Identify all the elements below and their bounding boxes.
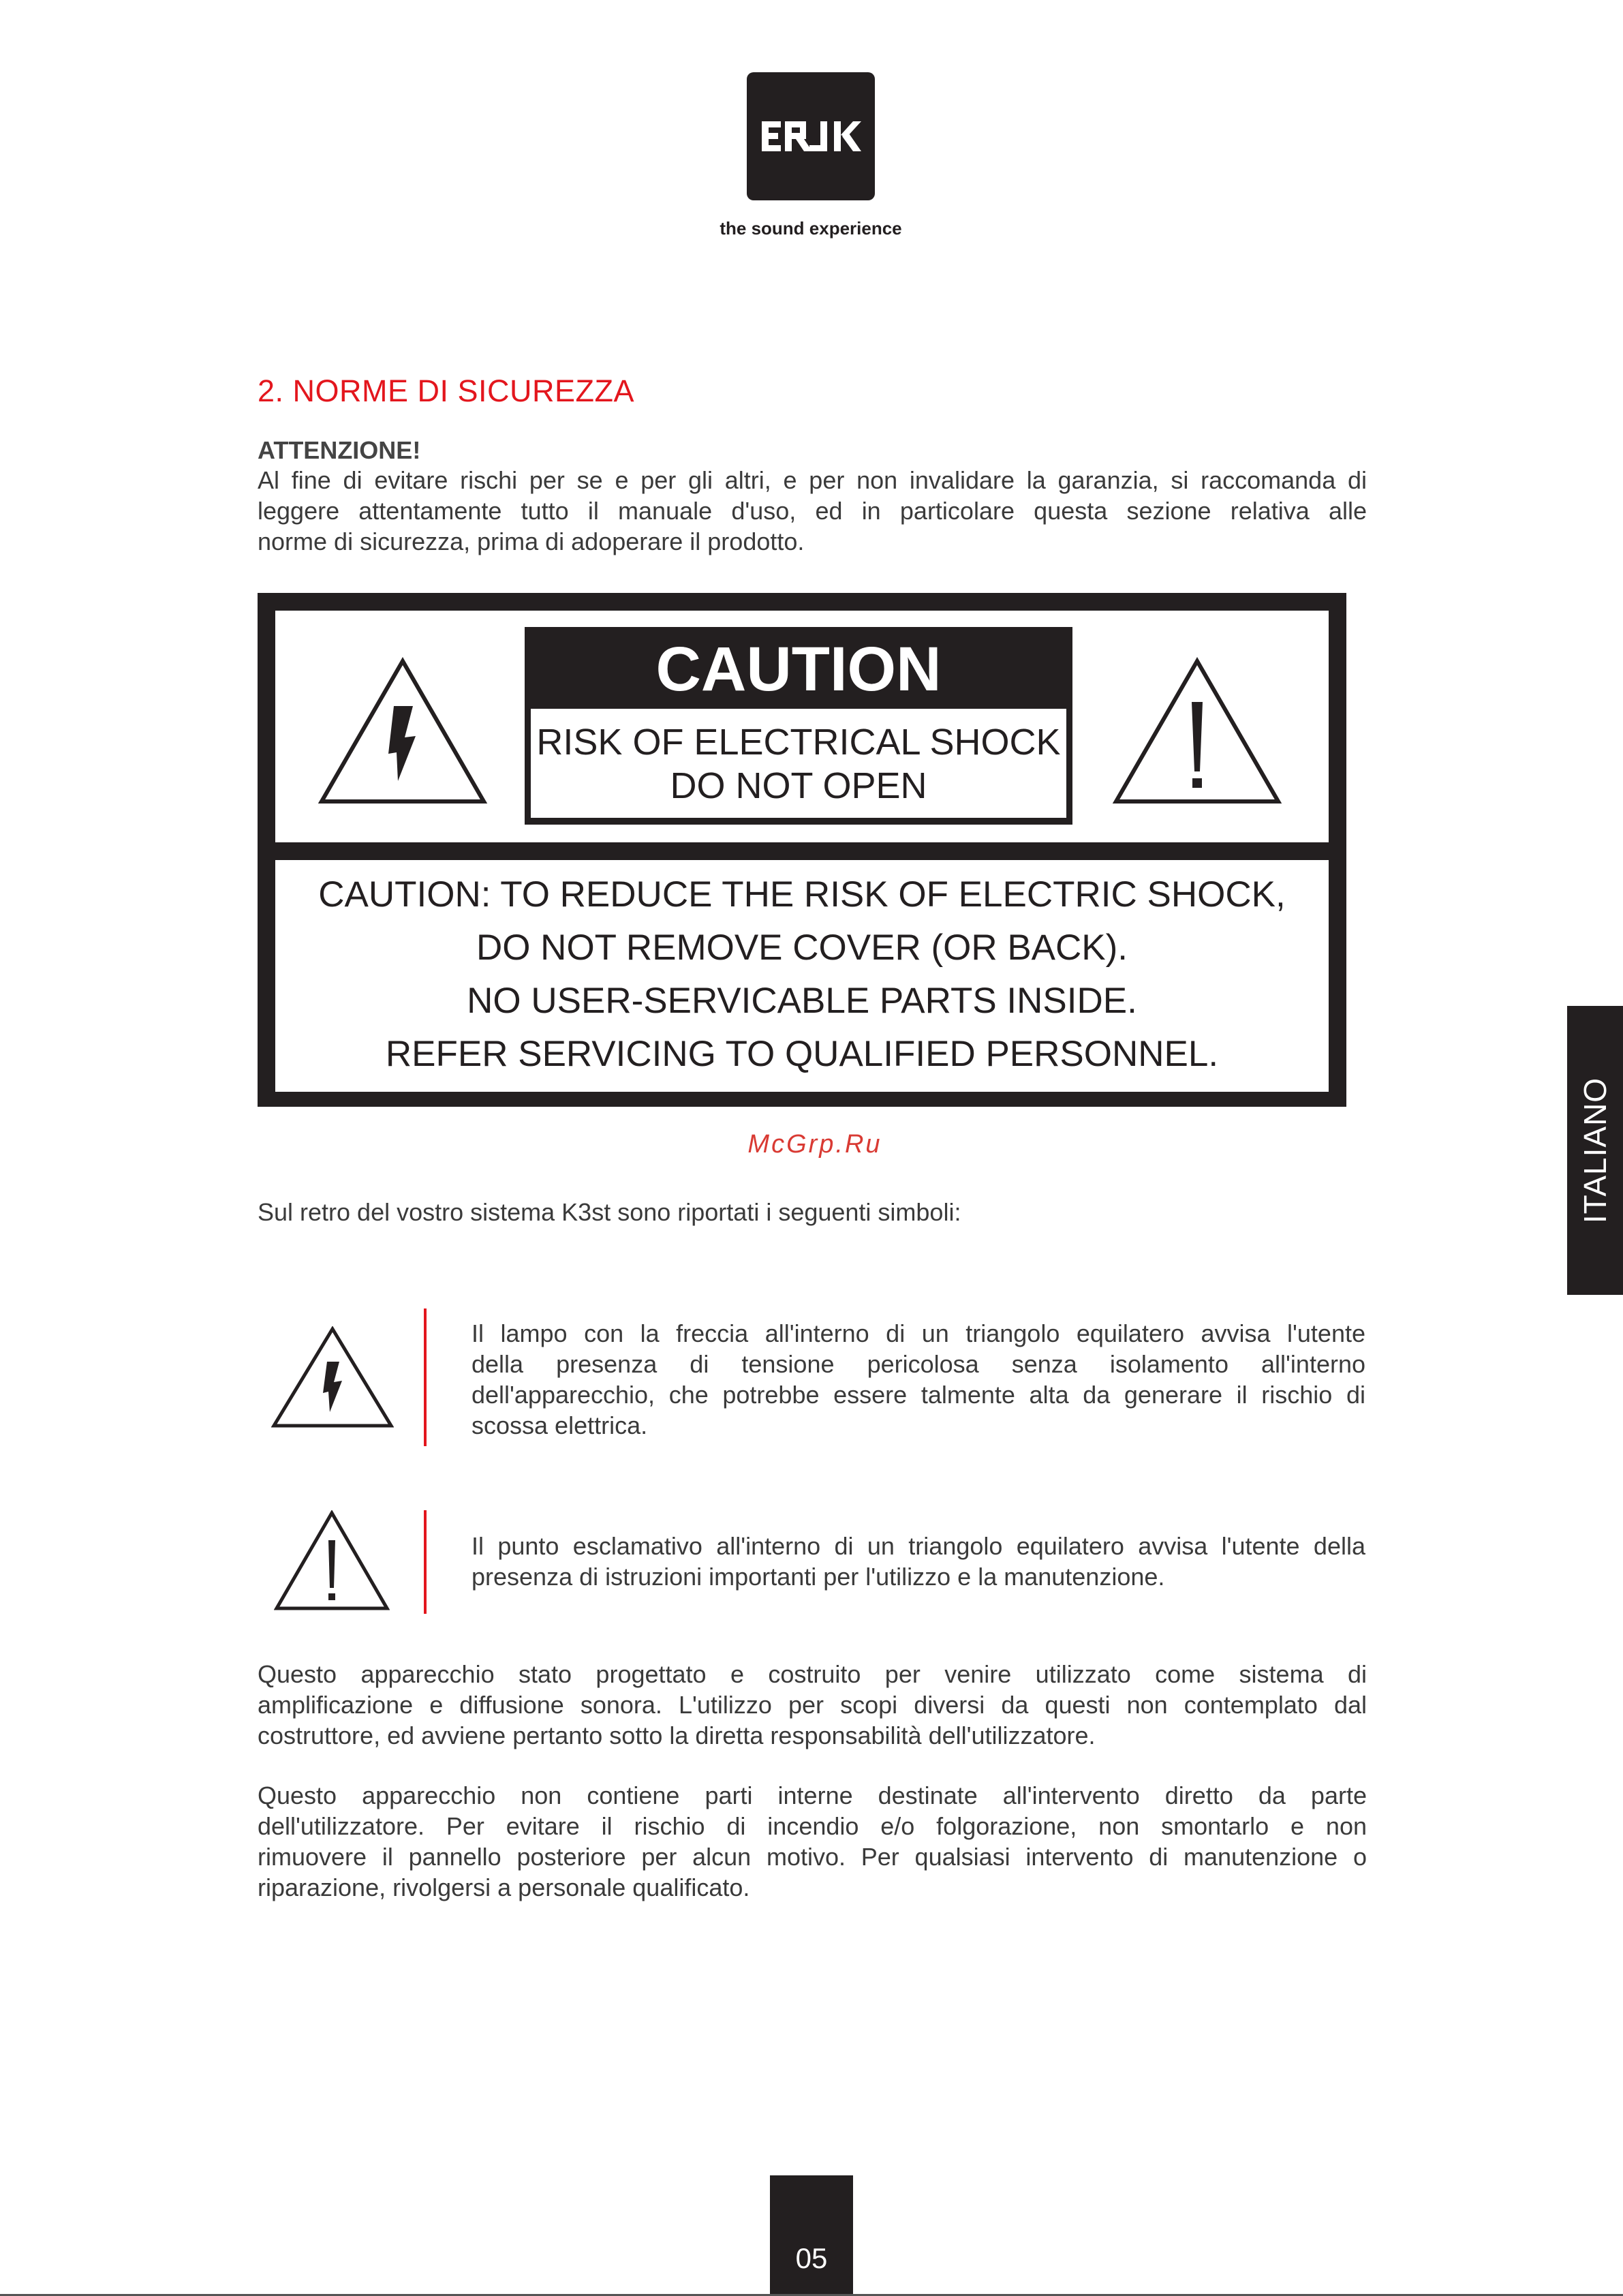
brand-tagline: the sound experience [720,218,902,239]
attention-heading: ATTENZIONE! [258,436,421,464]
description-line: Il punto esclamativo all'interno di un triangolo equilatero avvisa l'utente della [472,1532,1365,1560]
paragraph-line: amplificazione e diffusione sonora. L'utilizzo per scopi diversi da questi non contemplato dal [258,1691,1367,1719]
intro-line: leggere attentamente tutto il manuale d'uso, ed in particolare questa sezione relativa alle [258,497,1367,525]
description-line: dell'apparecchio, che potrebbe essere talmente alta da generare il rischio di [472,1381,1365,1409]
brand-logo [747,72,875,200]
symbols-intro: Sul retro del vostro sistema K3st sono riportati i seguenti simboli: [258,1198,961,1226]
lightning-triangle-icon [271,1326,394,1428]
erjk-logo-mark [747,72,875,200]
symbol-divider [424,1510,427,1614]
intro-line: Al fine di evitare rischi per se e per gli altri, e per non invalidare la garanzia, si raccomanda di [258,466,1367,494]
section-title: 2. NORME DI SICUREZZA [258,373,635,408]
risk-line: DO NOT OPEN [670,765,927,806]
lightning-triangle-icon [318,657,488,806]
page-number-tab [770,2175,853,2296]
paragraph-line: costruttore, ed avviene pertanto sotto la diretta responsabilità dell'utilizzatore. [258,1721,1096,1749]
paragraph-line: Questo apparecchio non contiene parti interne destinate all'intervento diretto da parte [258,1781,1367,1809]
caution-warning-line: DO NOT REMOVE COVER (OR BACK). [476,928,1128,968]
watermark-text[interactable]: McGrp.Ru [747,1130,882,1159]
paragraph-line: Questo apparecchio stato progettato e costruito per venire utilizzato come sistema di [258,1660,1367,1688]
paragraph-line: rimuovere il pannello posteriore per alcun motivo. Per qualsiasi intervento di manutenzione o [258,1843,1367,1871]
description-line: scossa elettrica. [472,1411,648,1439]
description-line: della presenza di tensione pericolosa senza isolamento all'interno [472,1350,1365,1378]
risk-line: RISK OF ELECTRICAL SHOCK [536,722,1061,763]
exclamation-symbol-description [472,1531,1365,1592]
page-number: 05 [795,2242,828,2274]
description-line: presenza di istruzioni importanti per l'utilizzo e la manutenzione. [472,1563,1165,1591]
caution-warning-line: REFER SERVICING TO QUALIFIED PERSONNEL. [385,1034,1219,1074]
intro-line: norme di sicurezza, prima di adoperare il prodotto. [258,527,805,555]
intro-paragraph [258,465,1367,557]
language-tab-label: ITALIANO [1577,1077,1613,1224]
language-tab [1567,1006,1623,1295]
internal-parts-paragraph [258,1780,1367,1903]
exclamation-triangle-icon [1112,657,1282,806]
caution-warning-line: CAUTION: TO REDUCE THE RISK OF ELECTRIC SHOCK, [318,874,1286,915]
paragraph-line: riparazione, rivolgersi a personale qualificato. [258,1873,750,1901]
symbol-divider [424,1308,427,1446]
exclamation-triangle-icon [274,1510,390,1611]
caution-warning-line: NO USER-SERVICABLE PARTS INSIDE. [467,981,1137,1021]
paragraph-line: dell'utilizzatore. Per evitare il rischio di incendio e/o folgorazione, non smontarlo e non [258,1812,1367,1840]
caution-title: CAUTION [655,634,942,704]
description-line: Il lampo con la freccia all'interno di un triangolo equilatero avvisa l'utente [472,1319,1365,1347]
purpose-paragraph [258,1659,1367,1751]
lightning-symbol-description [472,1318,1365,1441]
